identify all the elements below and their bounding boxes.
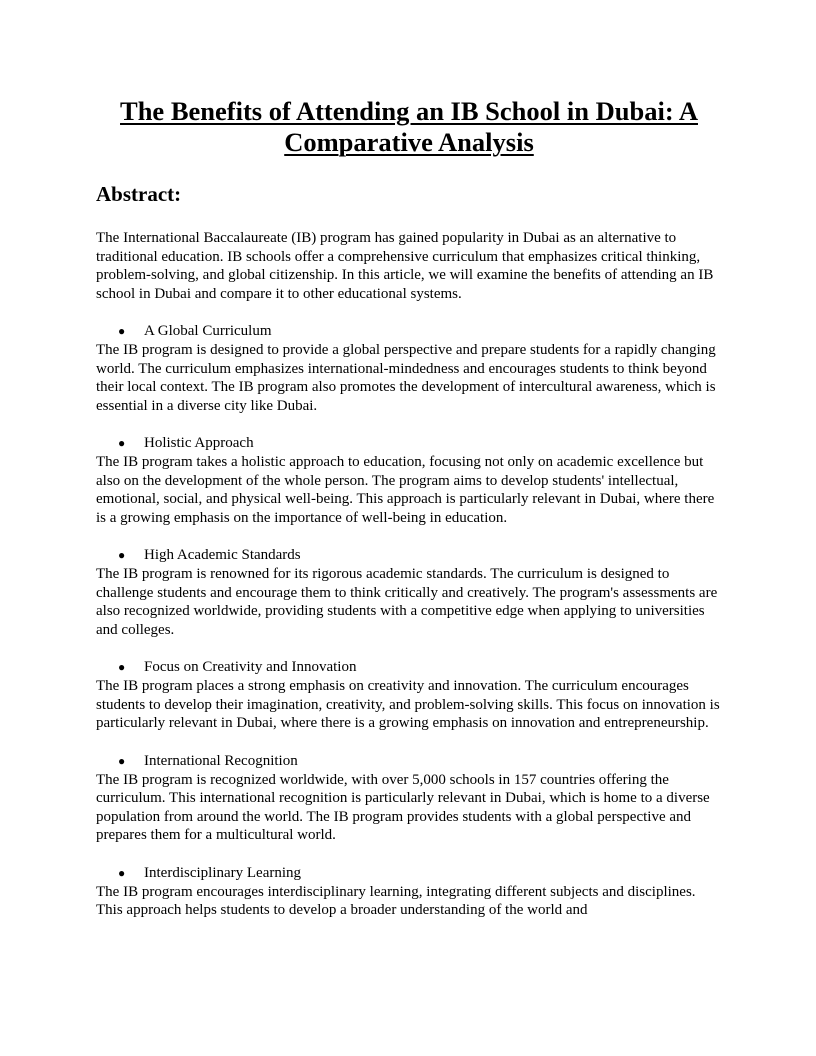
bullet-icon: ● [118,436,126,450]
section-holistic-approach [96,434,722,527]
section-heading-label: International Recognition [144,752,298,769]
bullet-icon: ● [118,324,126,338]
bullet-icon: ● [118,548,126,562]
section-creativity-innovation [96,658,722,733]
section-text: The IB program is designed to provide a global perspective and prepare students for a rapidly changing world. The curriculum emphasizes international-mindedness and encourages students to think beyond their local context. The IB program also promotes the development of intercultural awareness, which is essential in a diverse city like Dubai. [96,342,716,414]
section-heading-label: High Academic Standards [144,547,301,563]
section-interdisciplinary-learning [96,864,722,920]
document-page [96,96,722,939]
section-text: The IB program takes a holistic approach to education, focusing not only on academic excellence but also on the development of the whole person. The program aims to develop students' intellectual, emotional, social, and physical well-being. This approach is particularly relevant in Dubai, where there is a growing emphasis on the importance of well-being in education. [96,454,715,526]
section-international-recognition [96,752,722,845]
section-heading [96,322,722,341]
section-text: The IB program is recognized worldwide, with over 5,000 schools in 157 countries offering the curriculum. This international recognition is particularly relevant in Dubai, which is home to a diverse population from around the world. The IB program provides students with a global perspective and prepares them for a multicultural world. [96,771,710,843]
bullet-icon: ● [118,660,126,674]
section-heading-label: Focus on Creativity and Innovation [144,659,357,675]
section-heading [96,864,722,883]
section-heading-label: A Global Curriculum [144,323,272,339]
section-heading-label: Holistic Approach [144,435,254,451]
section-heading [96,752,722,771]
section-heading [96,658,722,677]
bullet-icon: ● [118,753,126,768]
sections-list [96,322,722,920]
section-heading [96,434,722,453]
document-title: The Benefits of Attending an IB School in Dubai: A Comparative Analysis [120,96,698,157]
section-text: The IB program is renowned for its rigorous academic standards. The curriculum is designed to challenge students and encourage them to think critically and creatively. The program's assessments are also recognized worldwide, providing students with a competitive edge when applying to universities and colleges. [96,566,718,638]
section-text: The IB program places a strong emphasis on creativity and innovation. The curriculum encourages students to develop their imagination, creativity, and problem-solving skills. This focus on innovation is particularly relevant in Dubai, where there is a growing emphasis on innovation and entrepreneurship. [96,678,720,731]
section-global-curriculum [96,322,722,415]
abstract-heading: Abstract: [96,182,182,206]
abstract-text: The International Baccalaureate (IB) program has gained popularity in Dubai as an alternative to traditional education. IB schools offer a comprehensive curriculum that emphasizes critical thinking, problem-solving, and global citizenship. In this article, we will examine the benefits of attending an IB school in Dubai and compare it to other educational systems. [96,230,714,302]
section-high-academic-standards [96,546,722,639]
section-heading [96,546,722,565]
bullet-icon: ● [118,865,126,880]
section-text: The IB program encourages interdisciplinary learning, integrating different subjects and disciplines. This approach helps students to develop a broader understanding of the world and [96,883,696,918]
section-heading-label: Interdisciplinary Learning [144,864,302,881]
